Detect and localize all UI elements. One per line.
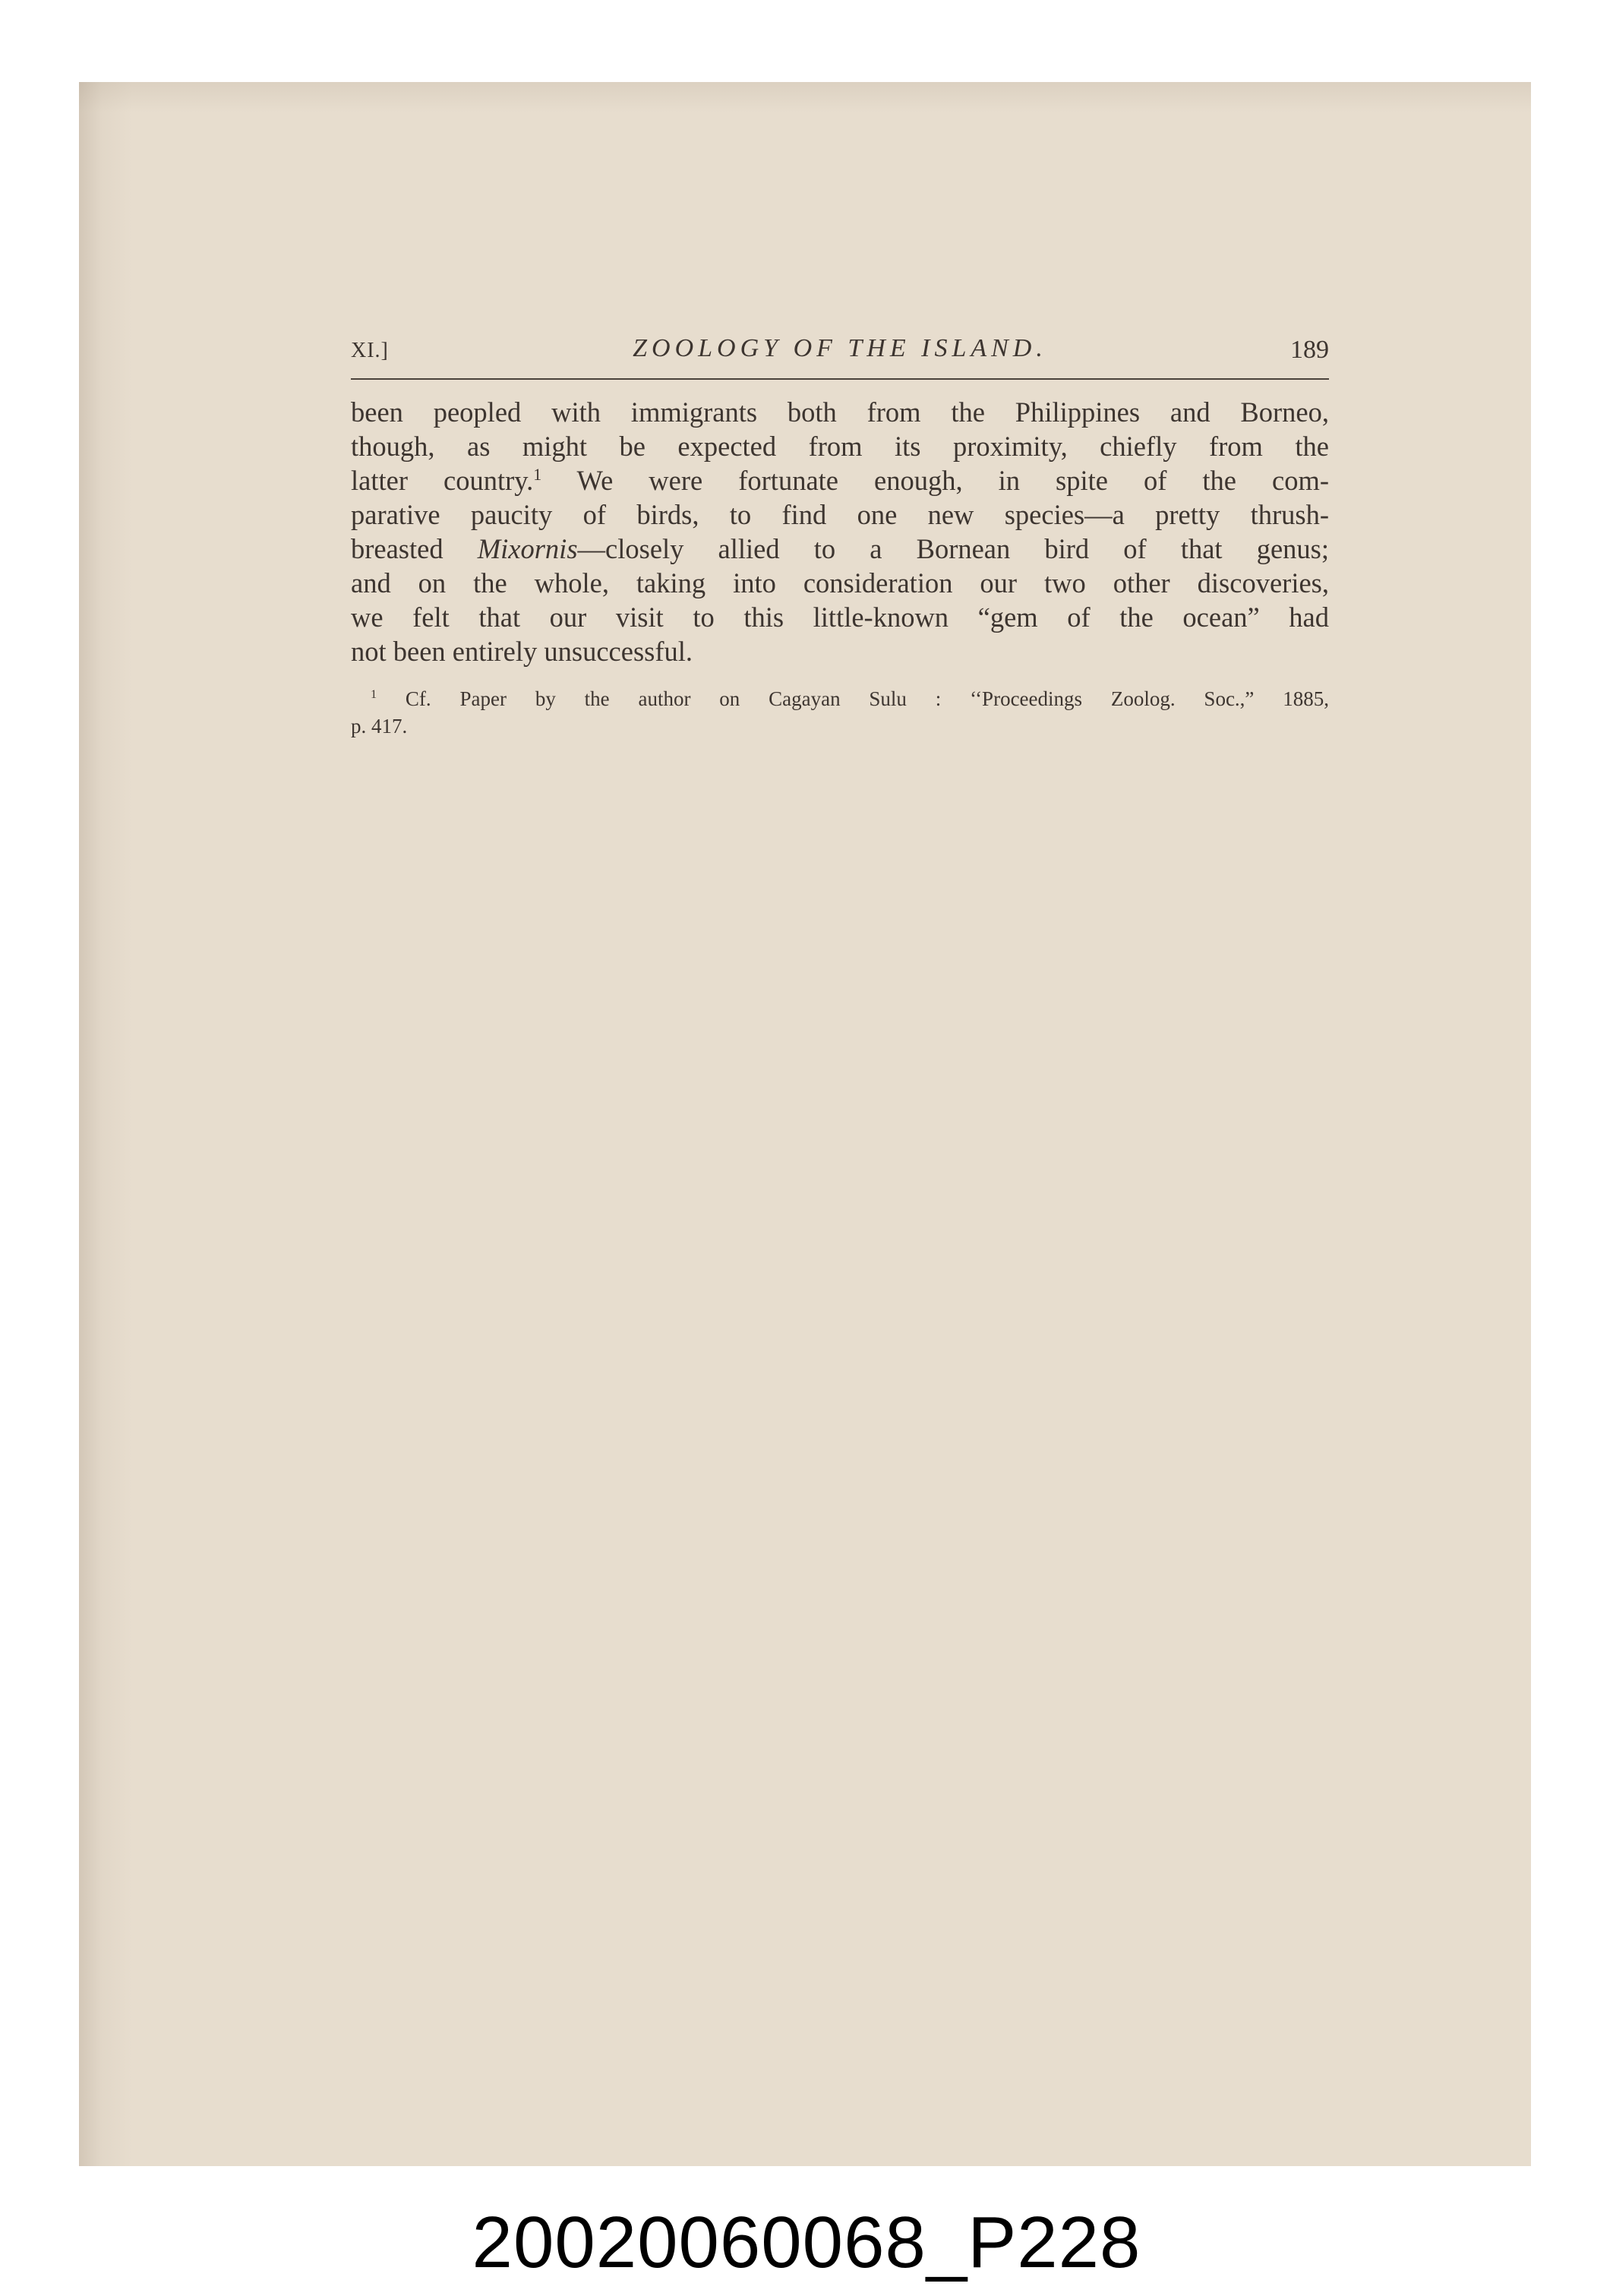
text-span: We were fortunate enough, in spite of the com- [541, 465, 1329, 496]
text-span: latter country. [351, 465, 534, 496]
page-text-block [351, 333, 1329, 740]
running-title: ZOOLOGY OF THE ISLAND. [633, 334, 1047, 362]
body-paragraph [351, 395, 1329, 668]
archive-id-caption: 20020060068_P228 [472, 2202, 1141, 2283]
running-head [351, 333, 1329, 380]
scanned-page [79, 82, 1531, 2166]
text-span: —closely allied to a Bornean bird of that genus; [577, 533, 1329, 564]
text-line: been peopled with immigrants both from the Philippines and Borneo, [351, 396, 1329, 428]
text-line: and on the whole, taking into consideration our two other discoveries, [351, 567, 1329, 598]
text-line: parative paucity of birds, to find one new species—a pretty thrush- [351, 499, 1329, 530]
genus-name: Mixornis [477, 533, 578, 564]
footnote-line [351, 685, 1329, 712]
text-line: though, as might be expected from its proximity, chiefly from the [351, 431, 1329, 462]
text-span: breasted [351, 533, 478, 564]
text-line [351, 463, 1329, 497]
text-line: we felt that our visit to this little-known “gem of the ocean” had [351, 602, 1329, 633]
page-number: 189 [1290, 336, 1329, 364]
chapter-number: XI.] [351, 339, 389, 362]
footnote [351, 685, 1329, 740]
footnote-marker: 1 [371, 687, 377, 701]
footnote-line: p. 417. [351, 715, 408, 737]
text-line: not been entirely unsuccessful. [351, 636, 693, 667]
text-line [351, 532, 1329, 566]
footnote-reference: 1 [533, 464, 542, 484]
text-span: Cf. Paper by the author on Cagayan Sulu : ‘‘Proceedings Zoolog. Soc.,” 1885, [377, 687, 1329, 710]
